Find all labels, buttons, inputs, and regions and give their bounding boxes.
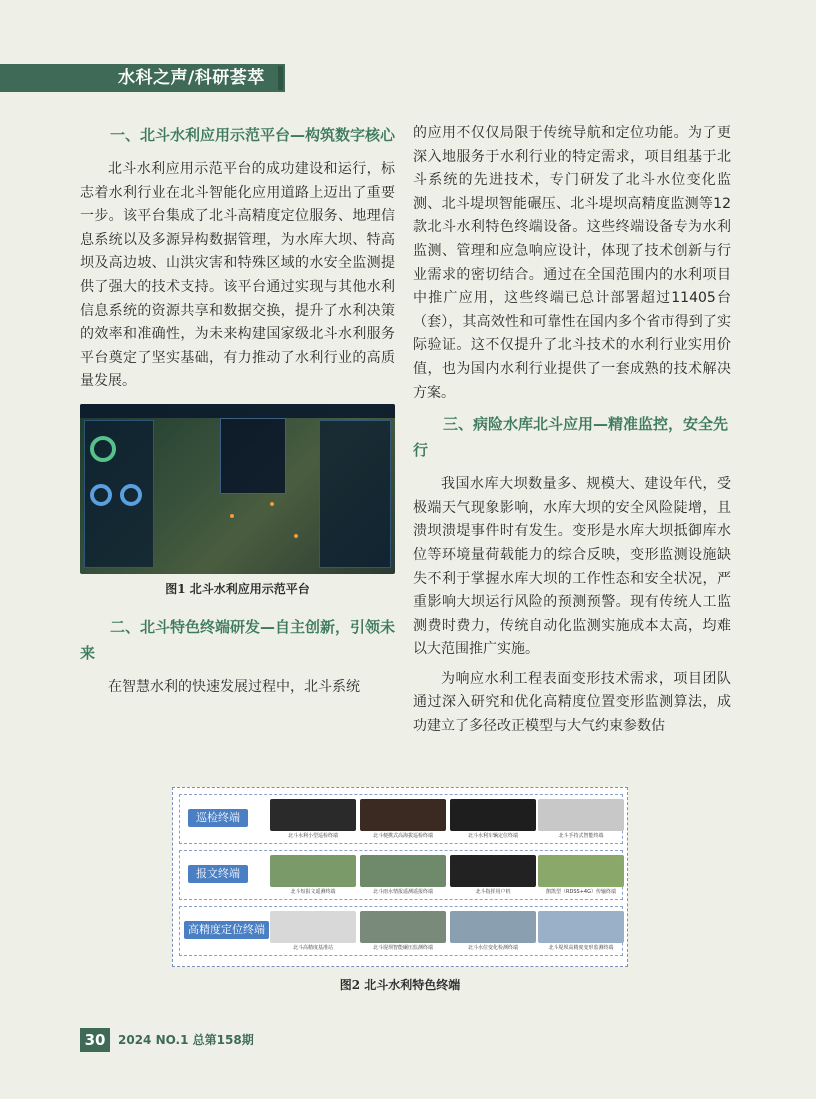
terminal-category-label: 报文终端 — [188, 865, 248, 883]
section-1-heading: 一、北斗水利应用示范平台—构筑数字核心 — [110, 126, 396, 144]
terminal-item — [538, 911, 624, 955]
gauge-icon — [90, 436, 116, 462]
figure-1-platform-screenshot — [80, 404, 395, 574]
terminal-item — [538, 855, 624, 899]
terminal-row — [179, 906, 623, 956]
terminal-caption: 北斗堤坝高精度变形监测终端 — [548, 945, 614, 951]
gauge-icon — [120, 484, 142, 506]
map-marker-icon — [294, 534, 298, 538]
platform-topbar — [80, 404, 395, 418]
platform-menu — [220, 418, 286, 494]
terminal-item — [360, 911, 446, 955]
terminal-caption: 北斗手持式智能终端 — [558, 833, 604, 839]
section-3-heading: 三、病险水库北斗应用—精准监控，安全先行 — [413, 415, 729, 460]
terminal-item — [270, 911, 356, 955]
device-image — [538, 911, 624, 943]
issue-info: 2024 NO.1 总第158期 — [118, 1033, 254, 1047]
figure-1-caption: 图1 北斗水利应用示范平台 — [165, 581, 310, 596]
gauge-icon — [90, 484, 112, 506]
left-column — [80, 122, 395, 706]
terminal-item — [270, 799, 356, 843]
device-image — [360, 855, 446, 887]
page-number: 30 — [80, 1028, 110, 1052]
section-3-paragraph-1: 我国水库大坝数量多、规模大、建设年代，受极端天气现象影响，水库大坝的安全风险陡增，且溃坝溃堤事件时有发生。变形是水库大坝抵御库水位等环境量荷载能力的综合反映，变形监测设施缺失不利于掌握水库大坝的工作性态和安全状况，严重影响大坝运行风险的预测预警。现有传统人工监测费时费力，传统自动化监测实施成本太高，均难以大范围推广实施。 — [413, 476, 731, 658]
platform-right-panel — [319, 420, 391, 568]
terminal-caption: 北斗指挥用户机 — [475, 889, 511, 895]
device-image — [360, 799, 446, 831]
terminal-caption: 鹊凯型（RDSS+4G）传输终端 — [546, 889, 616, 895]
terminal-row — [179, 794, 623, 844]
terminal-item — [538, 799, 624, 843]
section-title: 水科之声/科研荟萃 — [118, 68, 265, 88]
section-1-paragraph: 北斗水利应用示范平台的成功建设和运行，标志着水利行业在北斗智能化应用道路上迈出了重要一步。该平台集成了北斗高精度定位服务、地理信息系统以及多源异构数据管理，为水库大坝、特高坝及高边坡、山洪灾害和特殊区域的水安全监测提供了强大的技术支持。该平台通过实现与其他水利信息系统的资源共享和数据交换，提升了水利决策的效率和准确性，为未来构建国家级北斗水利服务平台奠定了坚实基础，有力推动了水利行业的高质量发展。 — [80, 161, 395, 390]
device-image — [450, 799, 536, 831]
terminal-caption: 北斗便携式高海拔巡检终端 — [372, 833, 433, 839]
terminal-caption: 北斗水位变化检测终端 — [467, 945, 518, 951]
terminal-row — [179, 850, 623, 900]
terminal-item — [270, 855, 356, 899]
terminal-caption: 北斗雨水情报遥测遥报终端 — [372, 889, 433, 895]
device-image — [538, 799, 624, 831]
device-image — [450, 911, 536, 943]
terminal-caption: 北斗高精度基准站 — [292, 945, 333, 951]
device-image — [270, 911, 356, 943]
figure-2-terminals — [172, 787, 628, 967]
terminal-caption: 北斗水利小型巡检终端 — [287, 833, 338, 839]
section-2-paragraph: 在智慧水利的快速发展过程中，北斗系统 — [108, 678, 360, 695]
section-2-heading: 二、北斗特色终端研发—自主创新，引领未来 — [80, 617, 396, 662]
terminal-item — [360, 799, 446, 843]
device-image — [270, 799, 356, 831]
terminal-caption: 北斗水利车辆定位终端 — [467, 833, 518, 839]
map-marker-icon — [230, 514, 234, 518]
figure-2-caption: 图2 北斗水利特色终端 — [339, 978, 461, 992]
terminal-item — [450, 911, 536, 955]
map-marker-icon — [270, 502, 274, 506]
header-divider — [278, 66, 283, 90]
device-image — [360, 911, 446, 943]
terminal-item — [360, 855, 446, 899]
device-image — [450, 855, 536, 887]
terminal-item — [450, 799, 536, 843]
terminal-item — [450, 855, 536, 899]
terminal-caption: 北斗短报文遥测终端 — [290, 889, 336, 895]
right-column — [413, 122, 731, 745]
terminal-category-label: 高精度定位终端 — [184, 921, 269, 939]
terminal-category-label: 巡检终端 — [188, 809, 248, 827]
continued-paragraph: 的应用不仅仅局限于传统导航和定位功能。为了更深入地服务于水利行业的特定需求，项目组基于北斗系统的先进技术，专门研发了北斗水位变化监测、北斗堤坝智能碾压、北斗堤坝高精度监测等12款北斗水利特色终端设备。这些终端设备专为水利监测、管理和应急响应设计，体现了技术创新与行业需求的密切结合。通过在全国范围内的水利项目中推广应用，这些终端已总计部署超过11405台（套），其高效性和可靠性在国内多个省市得到了实际验证。这不仅提升了北斗技术的水利行业实用价值，也为国内水利行业提供了一套成熟的技术解决方案。 — [413, 125, 731, 401]
section-3-paragraph-2: 为响应水利工程表面变形技术需求，项目团队通过深入研究和优化高精度位置变形监测算法，成功建立了多径改正模型与大气约束参数估 — [413, 670, 731, 735]
terminal-caption: 北斗堤坝智能碾压监测终端 — [372, 945, 433, 951]
device-image — [270, 855, 356, 887]
device-image — [538, 855, 624, 887]
